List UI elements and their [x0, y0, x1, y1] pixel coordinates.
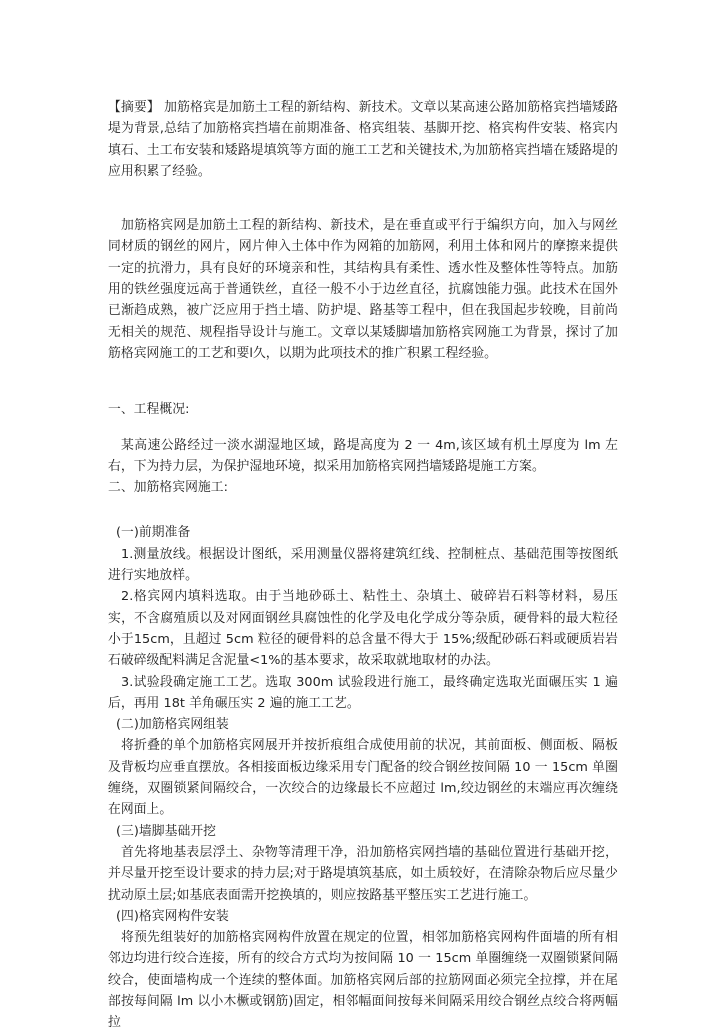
subsection-2-body: 将折叠的单个加筋格宾网展开并按折痕组合成使用前的状况，其前面板、侧面板、隔板及背板均应垂直摆放。各相接面板边缘采用专门配备的绞合钢丝按间隔 10 一 15cm 单圈缠绕，双圈锁紧间隔绞合，一次绞合的边缘最长不应超过 lm,绞边钢丝的末端应再次缠绕在网面上。 [108, 738, 618, 818]
section-2-heading: 二、加筋格宾网施工: [108, 480, 228, 496]
prep-item-3: 3.试验段确定施工工艺。选取 300m 试验段进行施工，最终确定选取光面碾压实 1 遍后，再用 18t 羊角碾压实 2 遍的施工工艺。 [108, 674, 618, 711]
section-1-heading: 一、工程概况: [108, 402, 190, 418]
subsection-4-body: 将预先组装好的加筋格宾网构件放置在规定的位置，相邻加筋格宾网构件面墙的所有相邻边均进行绞合连接，所有的绞合方式均为按间隔 10 一 15cm 单圈缠绕一双圈锁紧间隔绞合，使面墙构成一个连续的整体面。加筋格宾网后部的拉筋网面必须完全拉撑，并在尾部按每间隔 lm 以小木橛或钢筋)固定，相邻幅面间按每米间隔采用绞合钢丝点绞合将两幅拉 [108, 930, 618, 1031]
subsection-3-heading: (三)墙脚基础开挖 [116, 823, 217, 839]
subsection-2-heading: (二)加筋格宾网组装 [116, 717, 229, 733]
section-1-body: 某高速公路经过一淡水湖湿地区域，路堤高度为 2 一 4m,该区域有机土厚度为 lm 左右，下为持力层，为保护湿地环境，拟采用加筋格宾网挡墙矮路堤施工方案。 [108, 437, 618, 474]
prep-item-2: 2.格宾网内填料选取。由于当地砂砾土、粘性土、杂填土、破碎岩石料等材料，易压实，不含腐殖质以及对网面钢丝具腐蚀性的化学及电化学成分等杂质，硬骨料的最大粒径小于15cm，且超过 5cm 粒径的硬骨料的总含量不得大于 15%;级配砂砾石料或硬质岩岩石破碎级配料满足含泥量<1%的基本要求，故采取就地取材的办法。 [108, 589, 618, 669]
intro-paragraph: 加筋格宾网是加筋土工程的新结构、新技术，是在垂直或平行于编织方向，加入与网丝同材质的钢丝的网片，网片伸入土体中作为网箱的加筋网，利用土体和网片的摩擦来提供一定的抗滑力，具有良好的环境亲和性，其结构具有柔性、透水性及整体性等特点。加筋用的铁丝强度远高于普通铁丝，直径一般不小于边丝直径，抗腐蚀能力强。此技术在国外已渐趋成熟，被广泛应用于挡土墙、防护堤、路基等工程中，但在我国起步较晚，目前尚无相关的规范、规程指导设计与施工。文章以某矮脚墙加筋格宾网施工为背景，探讨了加筋格宾网施工的工艺和要l久，以期为此项技术的推广积累工程经验。 [108, 218, 618, 361]
abstract-paragraph: 【摘要】 加筋格宾是加筋土工程的新结构、新技术。文章以某高速公路加筋格宾挡墙矮路堤为背景,总结了加筋格宾挡墙在前期准备、格宾组装、基脚开挖、格宾构件安装、格宾内填石、土工布安装和矮路堤填筑等方面的施工工艺和关键技术,为加筋格宾挡墙在矮路堤的应用积累了经验。 [108, 100, 618, 179]
document-page [108, 97, 618, 1034]
subsection-1-heading: (一)前期准备 [116, 525, 191, 541]
subsection-4-heading: (四)格宾网构件安装 [116, 908, 229, 924]
subsection-3-body: 首先将地基表层浮土、杂物等清理干净，沿加筋格宾网挡墙的基础位置进行基础开挖，并尽量开挖至设计要求的持力层;对于路堤填筑基底，如土质较好，在清除杂物后应尽量少扰动原土层;如基底表面需开挖换填的，则应按路基平整压实工艺进行施工。 [108, 844, 618, 903]
prep-item-1: 1.测量放线。根据设计图纸，采用测量仪器将建筑红线、控制桩点、基础范围等按图纸进行实地放样。 [108, 546, 618, 584]
